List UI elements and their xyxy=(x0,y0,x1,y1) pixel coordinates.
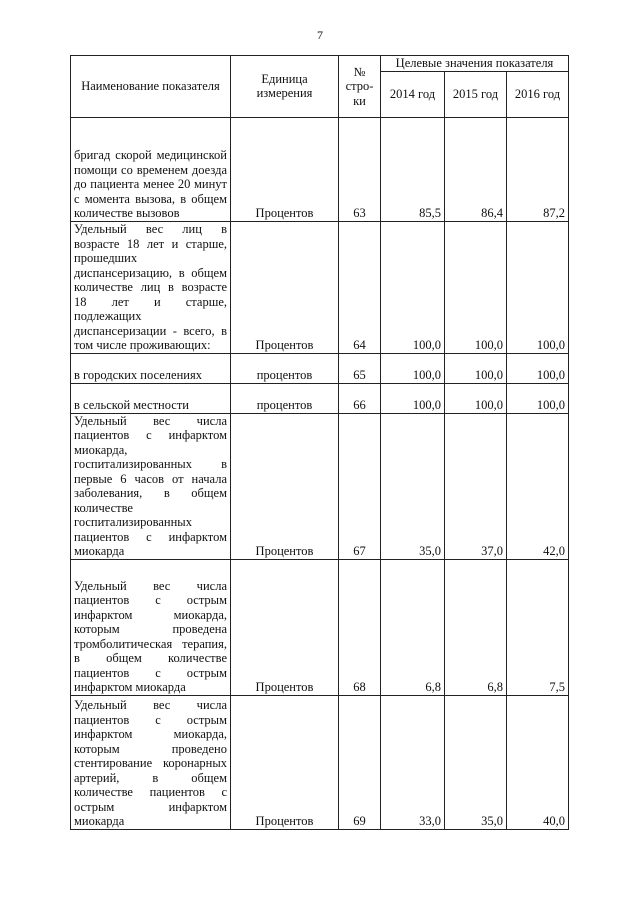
table-row xyxy=(71,221,569,353)
unit-cell: Процентов xyxy=(231,559,339,695)
value-2015: 100,0 xyxy=(445,221,507,353)
value-2015: 86,4 xyxy=(445,117,507,221)
indicators-table xyxy=(70,55,569,830)
value-2015: 37,0 xyxy=(445,413,507,559)
value-2016: 40,0 xyxy=(507,695,569,829)
row-number-cell: 63 xyxy=(339,117,381,221)
value-2015: 6,8 xyxy=(445,559,507,695)
indicator-name: в сельской местности xyxy=(71,383,231,413)
value-2014: 100,0 xyxy=(381,221,445,353)
indicator-name: Удельный вес числа пациентов с острым инфарктом миокарда, которым проведена тромболитическая терапия, в общем количестве пациентов с острым инфарктом миокарда xyxy=(71,559,231,695)
value-2014: 100,0 xyxy=(381,383,445,413)
row-number-cell: 69 xyxy=(339,695,381,829)
row-number-cell: 64 xyxy=(339,221,381,353)
header-year-2014: 2014 год xyxy=(381,71,445,117)
header-row-num: № стро-ки xyxy=(339,56,381,118)
unit-cell: процентов xyxy=(231,383,339,413)
indicator-name: Удельный вес числа пациентов с острым инфарктом миокарда, которым проведено стентирование коронарных артерий, в общем количестве пациентов с острым инфарктом миокарда xyxy=(71,695,231,829)
indicator-name: Удельный вес числа пациентов с инфарктом миокарда, госпитализированных в первые 6 часов от начала заболевания, в общем количестве госпитализированных пациентов с инфарктом миокарда xyxy=(71,413,231,559)
unit-cell: Процентов xyxy=(231,413,339,559)
row-number-cell: 67 xyxy=(339,413,381,559)
unit-cell: Процентов xyxy=(231,695,339,829)
table-row xyxy=(71,383,569,413)
value-2016: 7,5 xyxy=(507,559,569,695)
indicator-name: в городских поселениях xyxy=(71,353,231,383)
table-row xyxy=(71,559,569,695)
value-2015: 100,0 xyxy=(445,383,507,413)
value-2016: 100,0 xyxy=(507,383,569,413)
value-2016: 87,2 xyxy=(507,117,569,221)
value-2014: 6,8 xyxy=(381,559,445,695)
value-2016: 100,0 xyxy=(507,221,569,353)
row-number-cell: 68 xyxy=(339,559,381,695)
value-2016: 100,0 xyxy=(507,353,569,383)
value-2015: 35,0 xyxy=(445,695,507,829)
value-2014: 35,0 xyxy=(381,413,445,559)
table-row xyxy=(71,353,569,383)
value-2014: 85,5 xyxy=(381,117,445,221)
page-number: 7 xyxy=(317,28,323,42)
table-row xyxy=(71,117,569,221)
header-year-2015: 2015 год xyxy=(445,71,507,117)
header-name: Наименование показателя xyxy=(71,56,231,118)
indicator-name: бригад скорой медицинской помощи со временем доезда до пациента менее 20 минут с момента вызова, в общем количестве вызовов xyxy=(71,117,231,221)
value-2014: 100,0 xyxy=(381,353,445,383)
header-year-2016: 2016 год xyxy=(507,71,569,117)
unit-cell: Процентов xyxy=(231,117,339,221)
value-2016: 42,0 xyxy=(507,413,569,559)
header-target: Целевые значения показателя xyxy=(381,56,569,72)
indicator-name: Удельный вес лиц в возрасте 18 лет и старше, прошедших диспансеризацию, в общем количестве лиц в возрасте 18 лет и старше, подлежащих диспансеризации - всего, в том числе проживающих: xyxy=(71,221,231,353)
unit-cell: Процентов xyxy=(231,221,339,353)
header-unit: Единица измерения xyxy=(231,56,339,118)
row-number-cell: 65 xyxy=(339,353,381,383)
value-2014: 33,0 xyxy=(381,695,445,829)
table-row xyxy=(71,695,569,829)
row-number-cell: 66 xyxy=(339,383,381,413)
unit-cell: процентов xyxy=(231,353,339,383)
value-2015: 100,0 xyxy=(445,353,507,383)
table-row xyxy=(71,413,569,559)
